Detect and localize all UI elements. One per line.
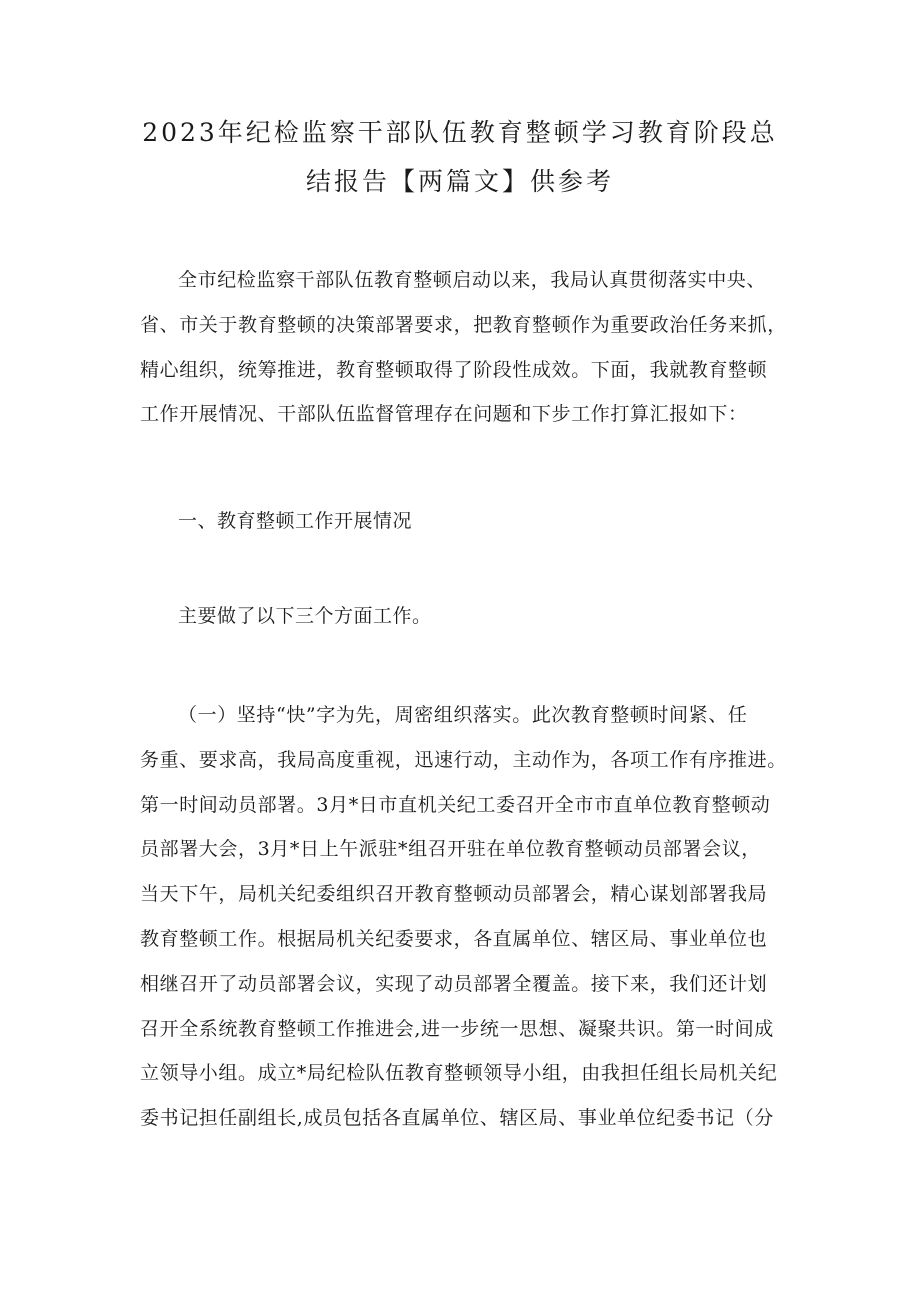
- paragraph-line: 务重、要求高，我局高度重视，迅速行动，主动作为，各项工作有序推进。: [140, 748, 787, 771]
- paragraph-line: 当天下午，局机关纪委组织召开教育整顿动员部署会，精心谋划部署我局: [140, 883, 768, 906]
- paragraph-line: 教育整顿工作。根据局机关纪委要求，各直属单位、辖区局、事业单位也: [140, 927, 768, 950]
- paragraph-line: （一）坚持“快”字为先，周密组织落实。此次教育整顿时间紧、任: [178, 704, 748, 726]
- paragraph-line: 第一时间动员部署。3月*日市直机关纪工委召开全市市直单位教育整顿动: [140, 793, 771, 816]
- paragraph-line: 召开全系统教育整顿工作推进会,进一步统一思想、凝聚共识。第一时间成: [140, 1017, 774, 1040]
- section-heading: 一、教育整顿工作开展情况: [178, 510, 413, 532]
- paragraph-summary: 主要做了以下三个方面工作。: [178, 605, 432, 627]
- paragraph-line: 全市纪检监察干部队伍教育整顿启动以来，我局认真贯彻落实中央、: [178, 269, 767, 291]
- document-title-line-1: 2023年纪检监察干部队伍教育整顿学习教育阶段总: [142, 118, 778, 147]
- paragraph-line: 精心组织，统筹推进，教育整顿取得了阶段性成效。下面，我就教育整顿: [140, 358, 768, 381]
- paragraph-intro: [140, 258, 785, 437]
- document-title-line-2: 结报告【两篇文】供参考: [305, 167, 614, 196]
- paragraph-section-one: [140, 693, 790, 1141]
- paragraph-line: 省、市关于教育整顿的决策部署要求，把教育整顿作为重要政治任务来抓，: [140, 313, 787, 336]
- paragraph-line: 委书记担任副组长,成员包括各直属单位、辖区局、事业单位纪委书记（分: [140, 1107, 774, 1130]
- paragraph-line: 立领导小组。成立*局纪检队伍教育整顿领导小组，由我担任组长局机关纪: [140, 1062, 778, 1085]
- paragraph-line: 工作开展情况、干部队伍监督管理存在问题和下步工作打算汇报如下：: [140, 403, 748, 426]
- paragraph-line: 员部署大会，3月*日上午派驻*组召开驻在单位教育整顿动员部署会议，: [140, 838, 761, 861]
- paragraph-line: 相继召开了动员部署会议，实现了动员部署全覆盖。接下来，我们还计划: [140, 972, 768, 995]
